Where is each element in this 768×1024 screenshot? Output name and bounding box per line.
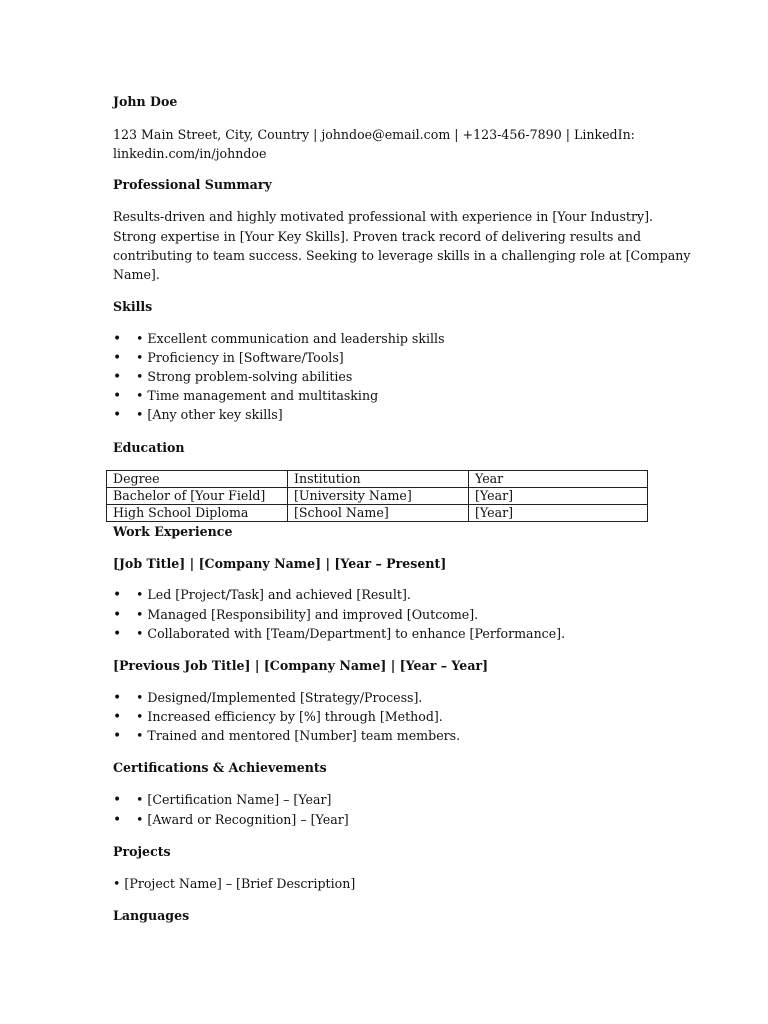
project-item: • [Project Name] – [Brief Description] xyxy=(113,876,356,891)
skill-item: • Proficiency in [Software/Tools] xyxy=(136,350,344,365)
bullet-icon: • xyxy=(113,369,122,385)
certifications-heading: Certifications & Achievements xyxy=(113,760,327,775)
education-table xyxy=(106,470,648,522)
bullet-icon: • xyxy=(113,709,122,725)
projects-heading: Projects xyxy=(113,844,171,859)
bullet-icon: • xyxy=(113,388,122,404)
bullet-icon: • xyxy=(113,626,122,642)
bullet-icon: • xyxy=(113,792,122,808)
table-header-cell: Institution xyxy=(288,471,469,488)
summary-line: contributing to team success. Seeking to leverage skills in a challenging role at [Company xyxy=(113,248,691,263)
bullet-icon: • xyxy=(113,607,122,623)
bullet-icon: • xyxy=(113,407,122,423)
bullet-icon: • xyxy=(113,728,122,744)
education-heading: Education xyxy=(113,440,185,455)
summary-line: Name]. xyxy=(113,267,160,282)
table-header-cell: Year xyxy=(469,471,648,488)
contact-line-2: linkedin.com/in/johndoe xyxy=(113,146,267,161)
job-bullet: • Collaborated with [Team/Department] to enhance [Performance]. xyxy=(136,626,566,641)
skill-item: • Excellent communication and leadership skills xyxy=(136,331,445,346)
skill-item: • Strong problem-solving abilities xyxy=(136,369,353,384)
table-cell: High School Diploma xyxy=(107,505,288,522)
work-heading: Work Experience xyxy=(113,524,233,539)
job-title: [Job Title] | [Company Name] | [Year – Present] xyxy=(113,556,447,571)
job-bullet: • Designed/Implemented [Strategy/Process]. xyxy=(136,690,423,705)
skill-item: • [Any other key skills] xyxy=(136,407,283,422)
contact-line-1: 123 Main Street, City, Country | johndoe@email.com | +123-456-7890 | LinkedIn: xyxy=(113,127,635,142)
certification-item: • [Award or Recognition] – [Year] xyxy=(136,812,349,827)
job-bullet: • Led [Project/Task] and achieved [Result]. xyxy=(136,587,411,602)
job-bullet: • Trained and mentored [Number] team members. xyxy=(136,728,461,743)
bullet-icon: • xyxy=(113,350,122,366)
summary-heading: Professional Summary xyxy=(113,177,272,192)
bullet-icon: • xyxy=(113,812,122,828)
summary-line: Strong expertise in [Your Key Skills]. Proven track record of delivering results and xyxy=(113,229,642,244)
bullet-icon: • xyxy=(113,587,122,603)
table-cell: [Year] xyxy=(469,505,648,522)
table-cell: [School Name] xyxy=(288,505,469,522)
table-cell: [University Name] xyxy=(288,488,469,505)
certification-item: • [Certification Name] – [Year] xyxy=(136,792,332,807)
job-title: [Previous Job Title] | [Company Name] | [Year – Year] xyxy=(113,658,489,673)
table-header-cell: Degree xyxy=(107,471,288,488)
bullet-icon: • xyxy=(113,331,122,347)
job-bullet: • Managed [Responsibility] and improved [Outcome]. xyxy=(136,607,479,622)
job-bullet: • Increased efficiency by [%] through [Method]. xyxy=(136,709,443,724)
table-cell: [Year] xyxy=(469,488,648,505)
table-header-row xyxy=(107,471,648,488)
table-row xyxy=(107,488,648,505)
bullet-icon: • xyxy=(113,690,122,706)
resume-name: John Doe xyxy=(113,94,178,109)
languages-heading: Languages xyxy=(113,908,190,923)
skills-heading: Skills xyxy=(113,299,153,314)
table-row xyxy=(107,505,648,522)
summary-line: Results-driven and highly motivated professional with experience in [Your Industry]. xyxy=(113,209,654,224)
table-cell: Bachelor of [Your Field] xyxy=(107,488,288,505)
skill-item: • Time management and multitasking xyxy=(136,388,379,403)
